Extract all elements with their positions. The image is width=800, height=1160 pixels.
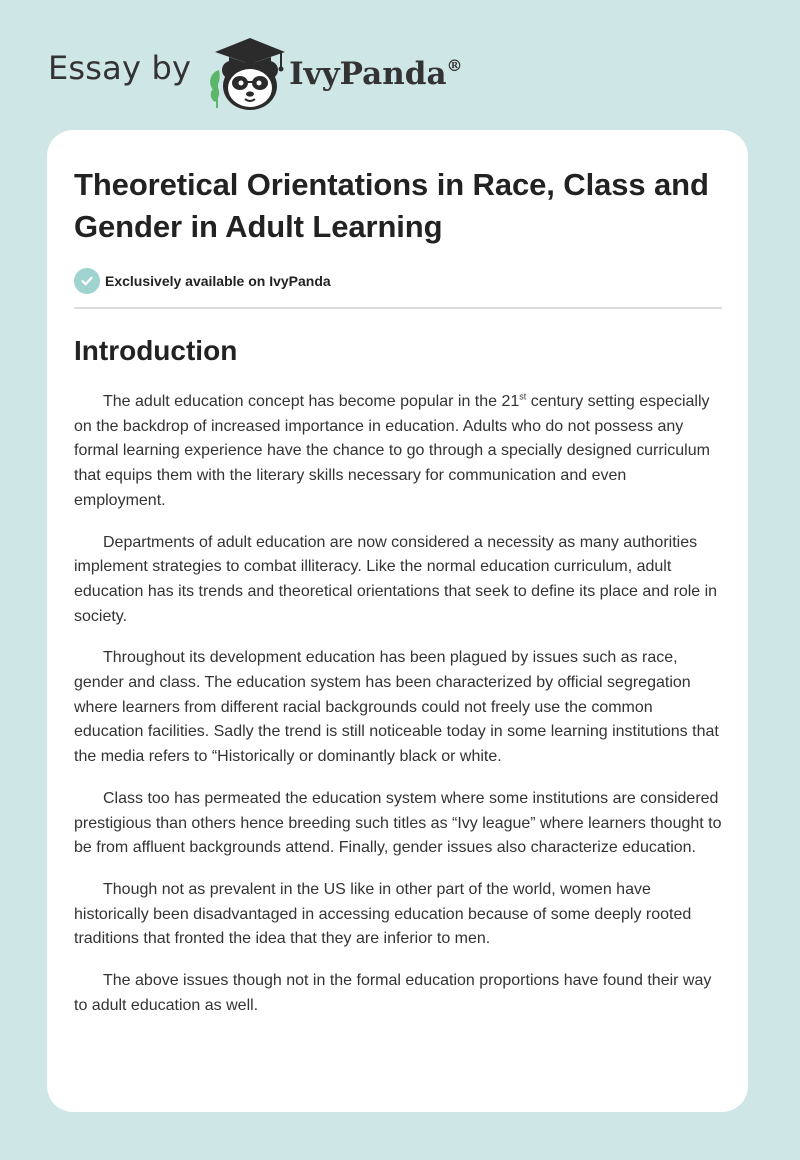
exclusive-label: Exclusively available on IvyPanda <box>105 273 331 289</box>
brand-name <box>289 56 462 92</box>
paragraph-2: Departments of adult education are now considered a necessity as many authorities implement strategies to combat illiteracy. Like the normal education curriculum, adult education has its trends and theoretical orientations that seek to define its place and role in society. <box>74 533 718 625</box>
registered-mark: ® <box>446 55 463 75</box>
essay-by-label: Essay by <box>48 49 192 87</box>
paragraph-1 <box>74 390 722 514</box>
site-header <box>48 32 548 112</box>
ivypanda-logo[interactable] <box>205 32 462 112</box>
exclusive-badge <box>74 267 722 295</box>
essay-card <box>47 130 748 1112</box>
section-heading-introduction: Introduction <box>74 335 238 366</box>
divider <box>74 307 722 309</box>
paragraph-3: Throughout its development education has been plagued by issues such as race, gender and class. The education system has been characterized by official segregation where learners from different racial backgrounds could not freely use the common education facilities. Sadly the trend is still noticeable today in some learning institutions that the media refers to “Historically or dominantly black or white. <box>74 649 719 766</box>
ordinal-superscript: st <box>519 391 527 402</box>
essay-title: Theoretical Orientations in Race, Class and Gender in Adult Learning <box>74 167 709 244</box>
essay-content <box>74 130 722 1018</box>
paragraph-5: Though not as prevalent in the US like in other part of the world, women have historically been disadvantaged in accessing education because of some deeply rooted traditions that fronted the idea that they are inferior to men. <box>74 880 692 948</box>
paragraph-6: The above issues though not in the formal education proportions have found their way to adult education as well. <box>74 972 712 1014</box>
check-circle-icon <box>74 268 100 294</box>
paragraph-1-text-start: The adult education concept has become popular in the 21 <box>103 393 520 410</box>
paragraph-1-text-end: century setting especially on the backdrop of increased importance in education. Adults who do not possess any formal learning experience have the chance to go through a specially designed curriculum that equips them with the literary skills necessary for communication and even employment. <box>74 393 710 509</box>
paragraph-4: Class too has permeated the education system where some institutions are considered prestigious than others hence breeding such titles as “Ivy league” where learners thought to be from affluent backgrounds attend. Finally, gender issues also characterize education. <box>74 789 722 857</box>
panda-graduation-cap-icon <box>205 32 291 112</box>
brand-name-text: IvyPanda <box>289 56 447 92</box>
